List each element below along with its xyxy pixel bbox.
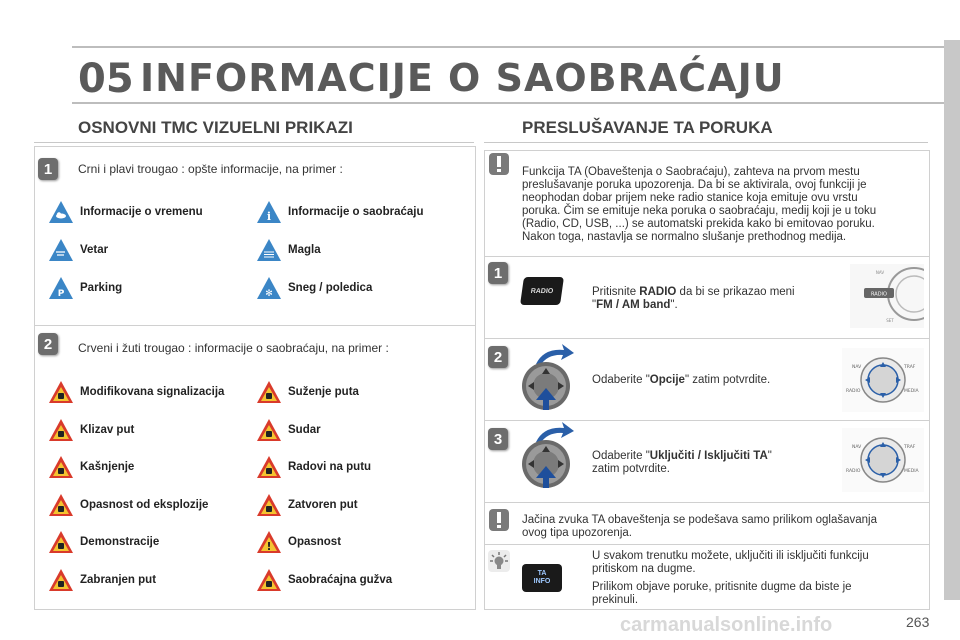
traffic-triangle-icon [256, 568, 282, 592]
ta-info-button[interactable] [522, 564, 562, 592]
left-panel-separator [34, 325, 475, 326]
ta-intro-text [522, 166, 876, 244]
tip-line: U svakom trenutku možete, uključiti ili isključiti funkciju [592, 550, 869, 562]
panel-nav-label: NAV [852, 445, 862, 450]
control-panel-illustration [842, 348, 924, 412]
text: " [767, 450, 772, 462]
warning-exclamation-icon [488, 152, 510, 176]
text: da bi se prikazao meni [676, 286, 795, 298]
info-triangle-icon [256, 200, 282, 224]
tip-text [592, 550, 869, 607]
svg-text:P: P [57, 289, 65, 299]
bold-text: FM / AM band [596, 299, 671, 311]
svg-text:!: ! [266, 540, 272, 553]
traffic-triangle-icon [48, 380, 74, 404]
info-triangle-icon [48, 200, 74, 224]
bold-text: Uključiti / Isključiti TA [649, 450, 768, 462]
traffic-triangle-icon [256, 530, 282, 554]
traffic-item-label: Saobraćajna gužva [288, 573, 393, 586]
intro-line: (Radio, CD, USB, ...) se automatski prekida kako bi emitovao poruku. [522, 218, 875, 230]
panel-media-label: MEDIA [904, 389, 919, 394]
traffic-item-label: Kašnjenje [80, 461, 135, 473]
intro-line: preslušavanje poruka upozorenja. Da bi se aktivirala, ovoj funkciji je [522, 179, 867, 191]
tip-line: prekinuli. [592, 594, 639, 606]
note-line: Jačina zvuka TA obaveštenja se podešava samo prilikom oglašavanja [522, 514, 878, 526]
text: " zatim potvrdite. [684, 374, 771, 386]
panel-radio-label: RADIO [871, 291, 887, 298]
traffic-triangle-icon [256, 380, 282, 404]
text: ". [670, 299, 678, 311]
traffic-item-label: Klizav put [80, 423, 135, 436]
intro-line: Nakon toga, nastavlja se normalno slušanje prethodnog medija. [522, 231, 847, 243]
tip-line: pritiskom na dugme. [592, 563, 696, 575]
traffic-item-label: Opasnost od eksplozije [80, 498, 209, 511]
intro-line: poruka. Čim se emituje neka poruka o saobraćaju, medij koji je u toku [522, 205, 877, 217]
intro-line: neophodan dobar prijem neke radio stanice koja emituje ovu vrstu [522, 192, 858, 204]
intro-line: Funkcija TA (Obaveštenja o Saobraćaju), zahteva na prvom mestu [522, 166, 860, 178]
warning-exclamation-icon [488, 508, 510, 532]
text: " [592, 299, 597, 311]
ta-step-badge-1: 1 [488, 262, 508, 284]
panel-set-label: SET [886, 318, 894, 323]
tip-line: Prilikom objave poruke, pritisnite dugme da biste je [592, 581, 852, 593]
traffic-triangle-icon [256, 493, 282, 517]
rotary-knob-confirm-icon[interactable] [514, 422, 580, 498]
panel-traf-label: TRAF [904, 445, 916, 450]
info-item-label: Magla [288, 244, 321, 256]
ta-info-line1: TA [537, 570, 547, 577]
bold-text: RADIO [639, 286, 677, 298]
traffic-triangle-icon [256, 455, 282, 479]
page-number: 263 [906, 614, 930, 630]
right-section-title: PRESLUŠAVANJE TA PORUKA [522, 118, 773, 137]
ta-step2-text [592, 374, 770, 387]
traffic-triangle-icon [48, 455, 74, 479]
right-separator [484, 420, 929, 421]
left-section-underline [34, 142, 474, 143]
right-separator [484, 256, 929, 257]
info-triangle-icon [48, 238, 74, 262]
left-section-title: OSNOVNI TMC VIZUELNI PRIKAZI [78, 118, 353, 137]
info-item-label: Informacije o vremenu [80, 206, 203, 218]
traffic-item-label: Zabranjen put [80, 573, 157, 586]
ta-step-badge-2: 2 [488, 346, 508, 368]
text: Odaberite " [592, 374, 650, 386]
right-separator [484, 544, 929, 545]
text: Odaberite " [592, 450, 650, 462]
ta-info-line2: INFO [533, 578, 551, 585]
volume-note-text [522, 514, 877, 540]
tip-lightbulb-icon [488, 550, 510, 572]
right-separator [484, 338, 929, 339]
panel-media-label: MEDIA [904, 469, 919, 474]
step-badge-2: 2 [38, 333, 58, 355]
info-item-label: Informacije o saobraćaju [288, 206, 424, 218]
info-item-label: Parking [80, 282, 123, 294]
panel-nav-label: NAV [852, 365, 862, 370]
watermark: carmanualsonline.info [620, 614, 833, 636]
step-badge-1: 1 [38, 158, 58, 180]
traffic-item-label: Modifikovana signalizacija [80, 386, 225, 398]
traffic-item-label: Opasnost [288, 536, 342, 548]
panel-radio-label: RADIO [846, 389, 861, 394]
panel-radio-label: RADIO [846, 469, 861, 474]
panel-traf-label: TRAF [904, 365, 916, 370]
panel-nav-label: NAV [875, 270, 885, 275]
traffic-item-label: Radovi na putu [288, 461, 372, 473]
ta-step1-text [592, 286, 795, 312]
info-triangle-icon [48, 276, 74, 300]
info-item-label: Sneg / poledica [288, 282, 373, 294]
traffic-triangle-icon [48, 493, 74, 517]
ta-step3-text [592, 450, 772, 476]
step1-description: Crni i plavi trougao : opšte informacije, na primer : [78, 162, 343, 176]
note-line: ovog tipa upozorenja. [522, 527, 632, 539]
info-triangle-icon [256, 238, 282, 262]
right-edge-bar [944, 40, 960, 600]
traffic-triangle-icon [48, 418, 74, 442]
info-item-label: Vetar [80, 244, 109, 256]
right-separator [484, 502, 929, 503]
ta-step-badge-3: 3 [488, 428, 508, 450]
chapter-number: 05 [78, 56, 134, 102]
text: zatim potvrdite. [592, 463, 670, 475]
svg-text:i: i [266, 210, 272, 223]
step2-description: Crveni i žuti trougao : informacije o saobraćaju, na primer : [78, 341, 389, 355]
traffic-item-label: Zatvoren put [288, 498, 358, 511]
traffic-triangle-icon [48, 568, 74, 592]
radio-panel-illustration [850, 264, 924, 328]
traffic-item-label: Suženje puta [288, 386, 359, 398]
traffic-triangle-icon [48, 530, 74, 554]
text: Pritisnite [592, 286, 640, 298]
svg-text:✻: ✻ [265, 289, 273, 299]
control-panel-illustration [842, 428, 924, 492]
traffic-item-label: Sudar [288, 423, 321, 436]
page-title: INFORMACIJE O SAOBRAĆAJU [140, 56, 785, 100]
rotary-knob-confirm-icon[interactable] [514, 344, 580, 420]
right-section-underline [484, 142, 928, 143]
info-triangle-icon [256, 276, 282, 300]
radio-button[interactable]: RADIO [520, 277, 564, 305]
bold-text: Opcije [649, 374, 685, 386]
traffic-triangle-icon [256, 418, 282, 442]
traffic-item-label: Demonstracije [80, 536, 160, 548]
